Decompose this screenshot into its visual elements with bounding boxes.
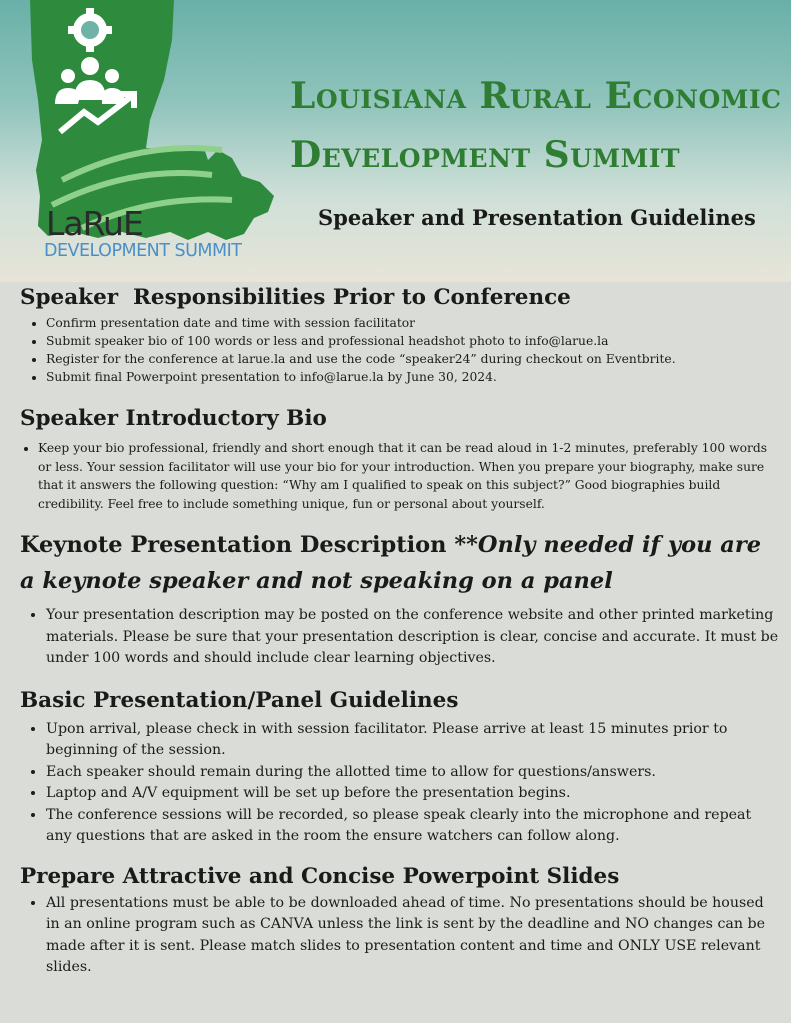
larue-logo-subtext: DEVELOPMENT SUMMIT: [44, 241, 242, 261]
section-heading: Basic Presentation/Panel Guidelines: [20, 687, 459, 713]
header-banner: [0, 0, 791, 282]
section-heading: Speaker Responsibilities Prior to Conference: [20, 285, 571, 310]
section-heading-text: Keynote Presentation Description: [20, 532, 447, 558]
section-guidelines: [20, 688, 780, 848]
section-heading: Prepare Attractive and Concise Powerpoint Slides: [20, 863, 620, 889]
larue-logo-text: LaRuE: [46, 204, 143, 243]
bullet-list: [20, 893, 780, 979]
section-slides: [20, 864, 780, 979]
list-item: • The conference sessions will be recorded, so please speak clearly into the microphone and repeat any questions that are asked in the room the ensure watchers can follow along.: [46, 805, 780, 848]
list-item: • Laptop and A/V equipment will be set up before the presentation begins.: [46, 783, 780, 805]
list-item: • Each speaker should remain during the allotted time to allow for questions/answers.: [46, 762, 780, 784]
page-title-line-2: Development Summit: [290, 134, 681, 176]
list-item: • Submit final Powerpoint presentation to info@larue.la by June 30, 2024.: [46, 368, 780, 386]
section-keynote: [20, 527, 780, 670]
list-item: • Register for the conference at larue.la and use the code “speaker24” during checkout on Eventbrite.: [46, 350, 780, 368]
section-responsibilities: [20, 285, 780, 386]
section-heading-note: **Only needed if you are a keynote speaker and not speaking on a panel: [20, 532, 762, 594]
list-item: • All presentations must be able to be downloaded ahead of time. No presentations should be housed in an online program such as CANVA unless the link is sent by the deadline and NO changes can be made after it is sent. Please match slides to presentation content and time and ONLY USE relevant slides.: [46, 893, 780, 979]
list-item: • Keep your bio professional, friendly and short enough that it can be read aloud in 1-2 minutes, preferably 100 words or less. Your session facilitator will use your bio for your introduction. When you prepare your biography, make sure that it answers the following question: “Why am I qualified to speak on this subject?” Good biographies build credibility. Feel free to include something unique, fun or personal about yourself.: [38, 439, 780, 513]
list-item: • Confirm presentation date and time with session facilitator: [46, 314, 780, 332]
bullet-list: [20, 314, 780, 386]
bullet-list: [20, 605, 780, 670]
guidelines-content: [20, 282, 780, 979]
section-heading: [20, 527, 780, 599]
bullet-list: [20, 719, 780, 848]
page-title-line-1: Louisiana Rural Economic: [290, 75, 782, 117]
list-item: • Upon arrival, please check in with session facilitator. Please arrive at least 15 minutes prior to beginning of the session.: [46, 719, 780, 762]
list-item: • Submit speaker bio of 100 words or less and professional headshot photo to info@larue.la: [46, 332, 780, 350]
bullet-list: [20, 439, 780, 513]
section-bio: [20, 406, 780, 513]
section-heading: Speaker Introductory Bio: [20, 406, 327, 431]
list-item: • Your presentation description may be posted on the conference website and other printed marketing materials. Please be sure that your presentation description is clear, concise and accurate. It must be under 100 words and should include clear learning objectives.: [46, 605, 780, 670]
page-subtitle: Speaker and Presentation Guidelines: [318, 205, 756, 230]
